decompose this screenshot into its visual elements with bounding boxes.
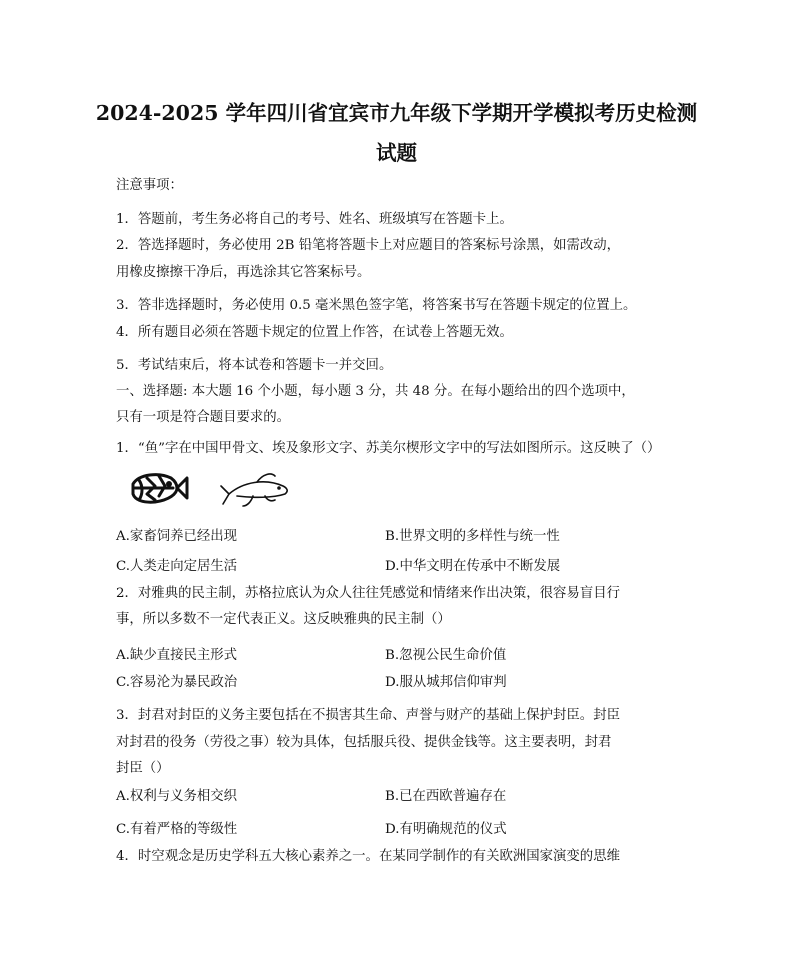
section1-instructions-line1: 一、选择题: 本大题 16 个小题，每小题 3 分，共 48 分。在每小题给出的四个选项中， (116, 384, 635, 399)
section1-instructions-line2: 只有一项是符合题目要求的。 (116, 410, 291, 425)
q3-option-c: C.有着严格的等级性 (116, 822, 238, 837)
q1-option-a: A.家畜饲养已经出现 (116, 529, 238, 544)
q2-stem-line1: 2．对雅典的民主制，苏格拉底认为众人往往凭感觉和情绪来作出决策，很容易盲目行 (116, 586, 620, 601)
q1-stem: 1．“鱼”字在中国甲骨文、埃及象形文字、苏美尔楔形文字中的写法如图所示。这反映了（） (116, 441, 661, 456)
q3-stem-line2: 对封君的役务（劳役之事）较为具体，包括服兵役、提供金钱等。这主要表明，封君 (116, 735, 612, 750)
notice-item-5: 5．考试结束后，将本试卷和答题卡一并交回。 (116, 358, 393, 373)
q4-stem-line1: 4．时空观念是历史学科五大核心素养之一。在某同学制作的有关欧洲国家演变的思维 (116, 849, 620, 864)
notice-item-4: 4．所有题目必须在答题卡规定的位置上作答，在试卷上答题无效。 (116, 325, 513, 340)
q1-option-d: D.中华文明在传承中不断发展 (385, 559, 561, 574)
fish-characters-figure (125, 464, 295, 514)
q3-option-b: B.已在西欧普遍存在 (385, 789, 507, 804)
q2-option-c: C.容易沦为暴民政治 (116, 675, 238, 690)
notice-item-1: 1．答题前，考生务必将自己的考号、姓名、班级填写在答题卡上。 (116, 212, 513, 227)
notice-item-3: 3．答非选择题时，务必使用 0.5 毫米黑色签字笔，将答案书写在答题卡规定的位置上。 (116, 298, 637, 313)
q2-stem-line2: 事，所以多数不一定代表正义。这反映雅典的民主制（） (116, 612, 451, 627)
fish-glyphs-image (125, 464, 295, 514)
q2-option-a: A.缺少直接民主形式 (116, 648, 238, 663)
q1-option-b: B.世界文明的多样性与统一性 (385, 529, 560, 544)
egyptian-fish-glyph (221, 474, 287, 506)
exam-title-line1: 2024-2025 学年四川省宜宾市九年级下学期开学模拟考历史检测 (95, 101, 698, 125)
notice-heading: 注意事项： (116, 178, 183, 193)
notice-item-2b: 用橡皮擦擦干净后，再选涂其它答案标号。 (116, 265, 371, 280)
q1-option-c: C.人类走向定居生活 (116, 559, 238, 574)
q3-stem-line3: 封臣（） (116, 761, 170, 776)
q3-option-d: D.有明确规范的仪式 (385, 822, 507, 837)
oracle-bone-fish-glyph (133, 475, 187, 503)
q3-stem-line1: 3．封君对封臣的义务主要包括在不损害其生命、声誉与财产的基础上保护封臣。封臣 (116, 708, 620, 723)
q2-option-b: B.忽视公民生命价值 (385, 648, 507, 663)
exam-title-line2: 试题 (376, 141, 417, 165)
notice-item-2a: 2．答选择题时，务必使用 2B 铅笔将答题卡上对应题目的答案标号涂黑，如需改动， (116, 238, 621, 253)
q3-option-a: A.权利与义务相交织 (116, 789, 238, 804)
q2-option-d: D.服从城邦信仰审判 (385, 675, 507, 690)
